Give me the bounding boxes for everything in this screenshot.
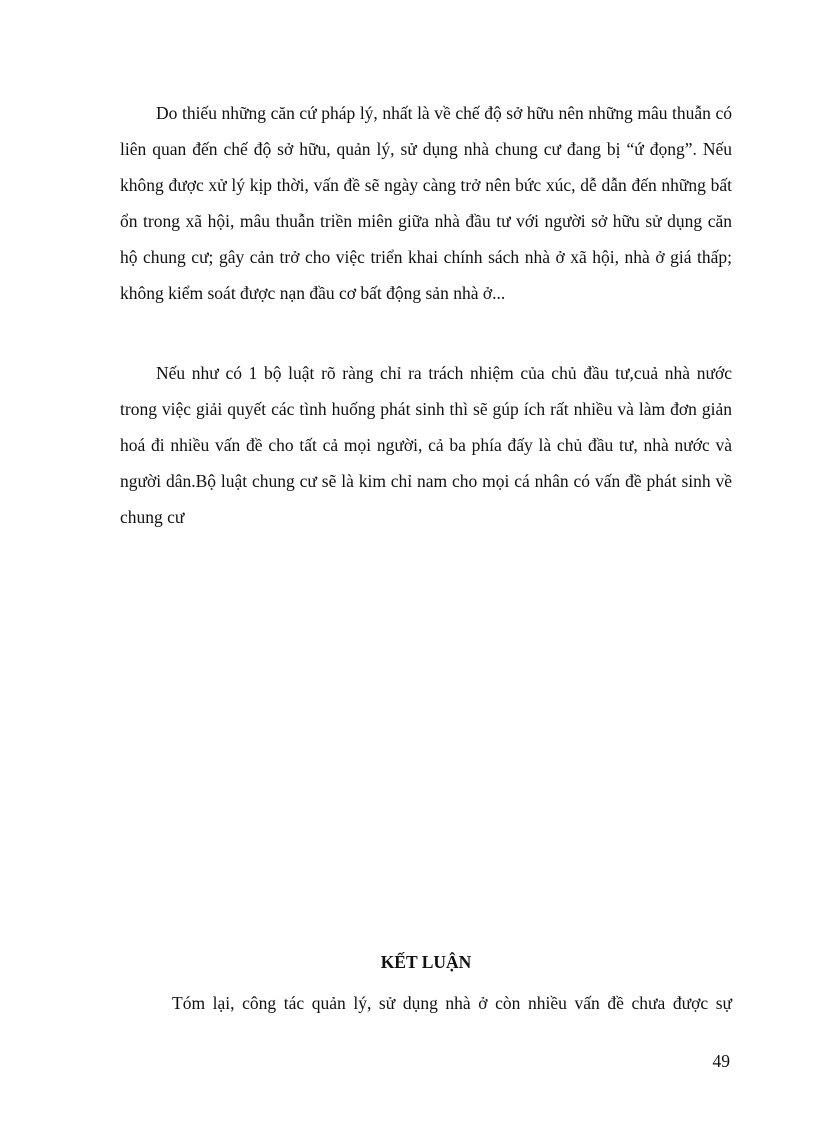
page-number: 49: [712, 1051, 730, 1071]
body-paragraph-1: Do thiếu những căn cứ pháp lý, nhất là về chế độ sở hữu nên những mâu thuẫn có liên quan đến chế độ sở hữu, quản lý, sử dụng nhà chung cư đang bị “ứ đọng”. Nếu không được xử lý kịp thời, vấn đề sẽ ngày càng trở nên bức xúc, dễ dẫn đến những bất ổn trong xã hội, mâu thuẫn triền miên giữa nhà đầu tư với người sở hữu sử dụng căn hộ chung cư; gây cản trở cho việc triển khai chính sách nhà ở xã hội, nhà ở giá thấp; không kiểm soát được nạn đầu cơ bất động sản nhà ở...: [120, 103, 732, 303]
section-heading-conclusion: KẾT LUẬN: [380, 952, 472, 972]
body-paragraph-2: Nếu như có 1 bộ luật rõ ràng chỉ ra trách nhiệm của chủ đầu tư,cuả nhà nước trong việc giải quyết các tình huống phát sinh thì sẽ gúp ích rất nhiều và làm đơn giản hoá đi nhiều vấn đề cho tất cả mọi người, cả ba phía đấy là chủ đầu tư, nhà nước và người dân.Bộ luật chung cư sẽ là kim chỉ nam cho mọi cá nhân có vấn đề phát sinh về chung cư: [120, 363, 732, 527]
conclusion-paragraph: Tóm lại, công tác quản lý, sử dụng nhà ở còn nhiều vấn đề chưa được sự: [172, 993, 732, 1013]
